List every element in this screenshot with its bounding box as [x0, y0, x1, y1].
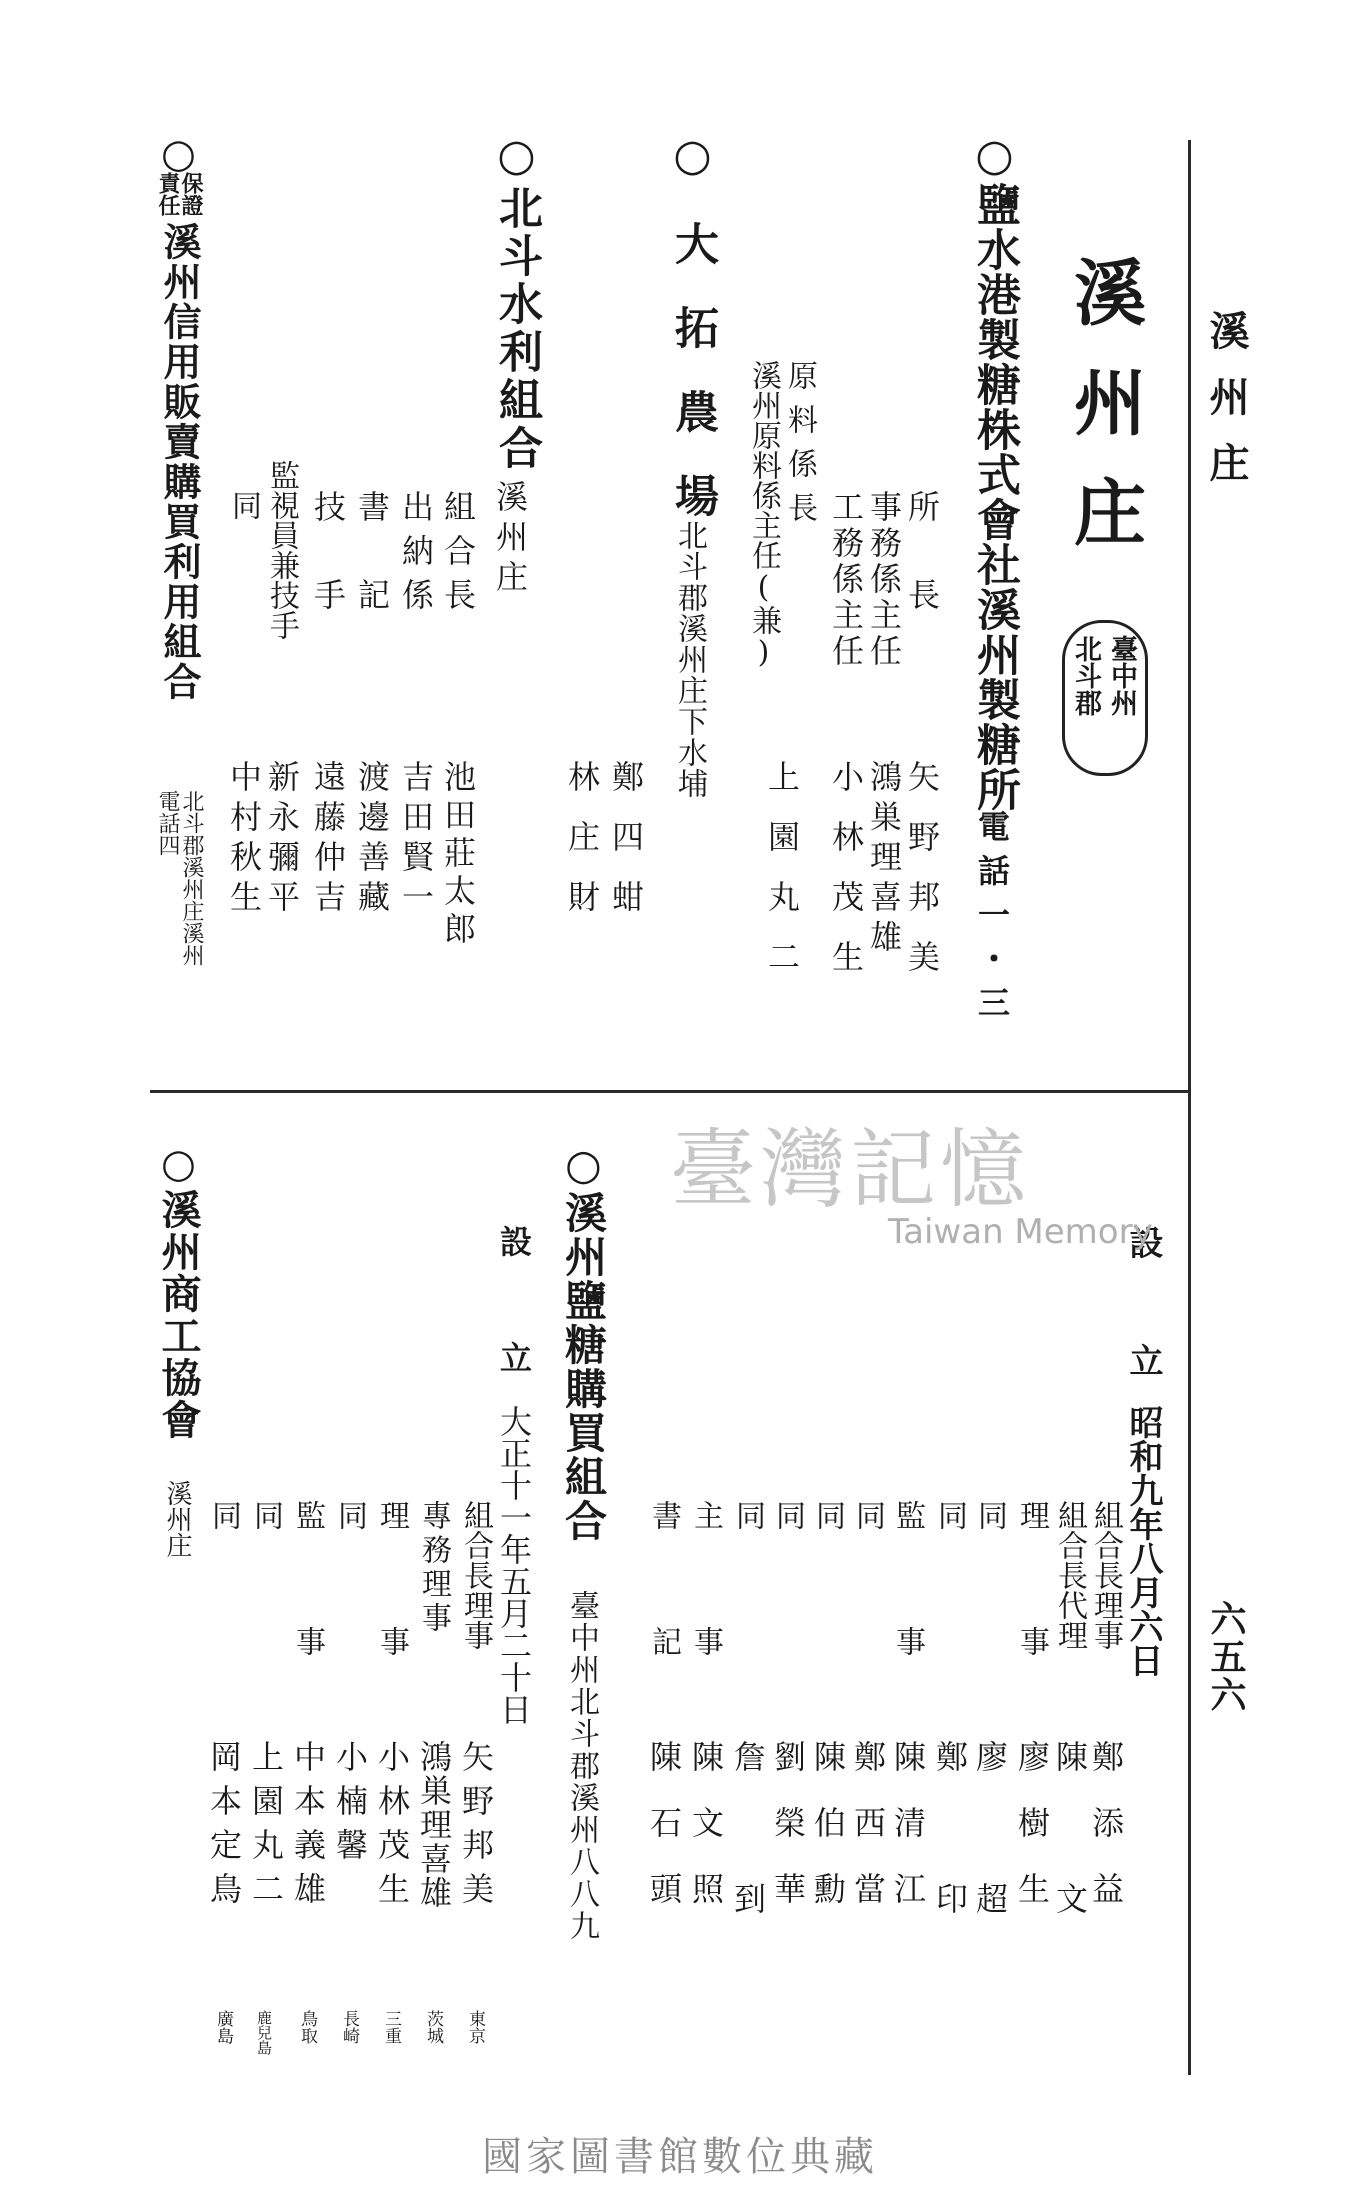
- cont-role-1: 組合長理事: [1088, 1500, 1123, 1650]
- cont-name-7: 鄭西當: [849, 1740, 887, 1938]
- salt-est-date: 大正十一年五月二十日: [495, 1405, 533, 1725]
- salt-name-5: 中本義雄: [289, 1740, 327, 1916]
- title-note-line2: 北斗郡: [1070, 635, 1101, 716]
- credit-heading: 溪州信用販賣購買利用組合: [157, 222, 202, 702]
- sugar-heading: ○鹽水港製糖株式會社溪州製糖所: [969, 130, 1020, 812]
- salt-origin-7: 廣島: [213, 2010, 233, 2044]
- salt-role-3: 理事: [374, 1500, 409, 1752]
- watermark-chinese: 臺灣記憶: [670, 1120, 1030, 1220]
- salt-role-2: 專務理事: [416, 1500, 451, 1636]
- salt-name-3: 小林茂生: [373, 1740, 411, 1916]
- cont-name-6: 陳清江: [889, 1740, 927, 1938]
- cont-name-2: 陳文: [1051, 1740, 1089, 2024]
- credit-circle: ○: [155, 130, 202, 177]
- credit-prefix-2: 責任: [155, 172, 181, 216]
- water-role-3: 書記: [353, 490, 391, 666]
- cont-role-3: 理事: [1014, 1500, 1049, 1752]
- water-name-6: 中村秋生: [225, 760, 263, 920]
- right-frame-rule: [1188, 140, 1191, 2075]
- salt-heading: ○溪州鹽糖購買組合: [559, 1140, 608, 1543]
- commerce-address: 溪州庄: [162, 1480, 192, 1558]
- salt-role-5: 監事: [290, 1500, 325, 1752]
- salt-name-2: 鴻巣理喜雄: [415, 1740, 453, 1910]
- water-role-5: 監視員兼技手: [264, 460, 299, 640]
- salt-name-6: 上園丸二: [247, 1740, 285, 1916]
- cont-name-12: 陳石頭: [645, 1740, 683, 1938]
- middle-divider-rule: [150, 1090, 1190, 1093]
- cont-role-5: 同: [932, 1500, 967, 1530]
- cont-name-4: 廖超: [971, 1740, 1009, 2024]
- water-name-3: 渡邊善藏: [353, 760, 391, 920]
- cont-name-3: 廖樹生: [1013, 1740, 1051, 1938]
- cont-name-9: 劉榮華: [769, 1740, 807, 1938]
- water-role-2: 出納係: [397, 490, 435, 622]
- farm-name-1: 鄭四蚶: [607, 760, 645, 940]
- salt-origin-3: 三重: [381, 2010, 401, 2044]
- salt-origin-2: 茨城: [423, 2010, 443, 2044]
- salt-origin-6: 鹿兒島: [255, 2010, 273, 2055]
- cont-role-7: 同: [850, 1500, 885, 1530]
- cont-name-10: 詹到: [729, 1740, 767, 2024]
- farm-heading: ○大拓農場: [667, 130, 718, 557]
- sugar-name-4: 上園丸二: [763, 760, 801, 1000]
- water-role-1: 組合長: [439, 490, 477, 622]
- cont-role-10: 同: [730, 1500, 765, 1530]
- salt-role-1: 組合長理事: [458, 1500, 493, 1650]
- water-name-1: 池田莊太郎: [439, 760, 477, 950]
- salt-est-label: 設立: [495, 1225, 533, 1457]
- credit-note-2: 電話四: [155, 790, 180, 856]
- sugar-role-3: 工務係主任: [827, 490, 865, 670]
- running-head-section: 溪州庄: [1203, 310, 1250, 508]
- commerce-heading: ○溪州商工協會: [155, 1140, 202, 1441]
- credit-note-1: 北斗郡溪州庄溪州: [179, 790, 204, 966]
- sugar-phone: 電話一・三: [973, 810, 1011, 1030]
- cont-name-11: 陳文照: [687, 1740, 725, 1938]
- salt-role-7: 同: [206, 1500, 241, 1530]
- watermark-english: Taiwan Memory: [888, 1212, 1153, 1252]
- cont-name-5: 鄭印: [931, 1740, 969, 2024]
- sugar-name-2: 鴻巣理喜雄: [865, 760, 903, 960]
- water-role-6: 同: [226, 490, 261, 520]
- sugar-role-1: 所長: [903, 490, 941, 666]
- salt-role-6: 同: [248, 1500, 283, 1530]
- cont-est-date: 昭和九年八月六日: [1123, 1405, 1163, 1677]
- cont-role-6: 監事: [890, 1500, 925, 1752]
- salt-name-7: 岡本定鳥: [205, 1740, 243, 1916]
- sugar-role-4: 原料係長: [782, 360, 817, 536]
- water-heading: ○北斗水利組合: [491, 130, 542, 473]
- title-note-line1: 臺中州: [1106, 635, 1137, 716]
- water-role-4: 技手: [309, 490, 347, 666]
- cont-name-8: 陳伯勳: [809, 1740, 847, 1938]
- sugar-name-3: 小林茂生: [827, 760, 865, 1000]
- water-name-2: 吉田賢一: [397, 760, 435, 920]
- salt-origin-4: 長崎: [339, 2010, 359, 2044]
- salt-address: 臺中州北斗郡溪州八八九: [564, 1590, 599, 1942]
- sugar-role-5: 溪州原料係主任(兼): [746, 360, 781, 670]
- sugar-role-2: 事務係主任: [865, 490, 903, 670]
- water-address: 溪州庄: [491, 480, 529, 600]
- water-name-5: 新永彌平: [263, 760, 301, 920]
- footer-credit: 國家圖書館數位典藏: [482, 2134, 878, 2180]
- credit-prefix-1: 保證: [178, 172, 204, 216]
- water-name-4: 遠藤仲吉: [309, 760, 347, 920]
- salt-role-4: 同: [332, 1500, 367, 1530]
- page-title: 溪州庄: [1062, 255, 1147, 585]
- salt-name-4: 小楠馨: [331, 1740, 369, 1872]
- salt-origin-5: 鳥取: [297, 2010, 317, 2044]
- cont-role-11: 主事: [688, 1500, 723, 1752]
- farm-address: 北斗郡溪州庄下水埔: [672, 520, 707, 799]
- cont-role-8: 同: [810, 1500, 845, 1530]
- cont-role-12: 書記: [646, 1500, 681, 1752]
- cont-role-2: 組合長代理: [1052, 1500, 1087, 1650]
- cont-name-1: 鄭添益: [1087, 1740, 1125, 1938]
- sugar-name-1: 矢野邦美: [903, 760, 941, 1000]
- salt-origin-1: 東京: [465, 2010, 485, 2044]
- cont-est-label: 設立: [1123, 1225, 1163, 1461]
- page-number: 六五六: [1205, 1600, 1247, 1714]
- salt-name-1: 矢野邦美: [457, 1740, 495, 1916]
- cont-role-4: 同: [972, 1500, 1007, 1530]
- cont-role-9: 同: [770, 1500, 805, 1530]
- farm-name-2: 林庄財: [563, 760, 601, 940]
